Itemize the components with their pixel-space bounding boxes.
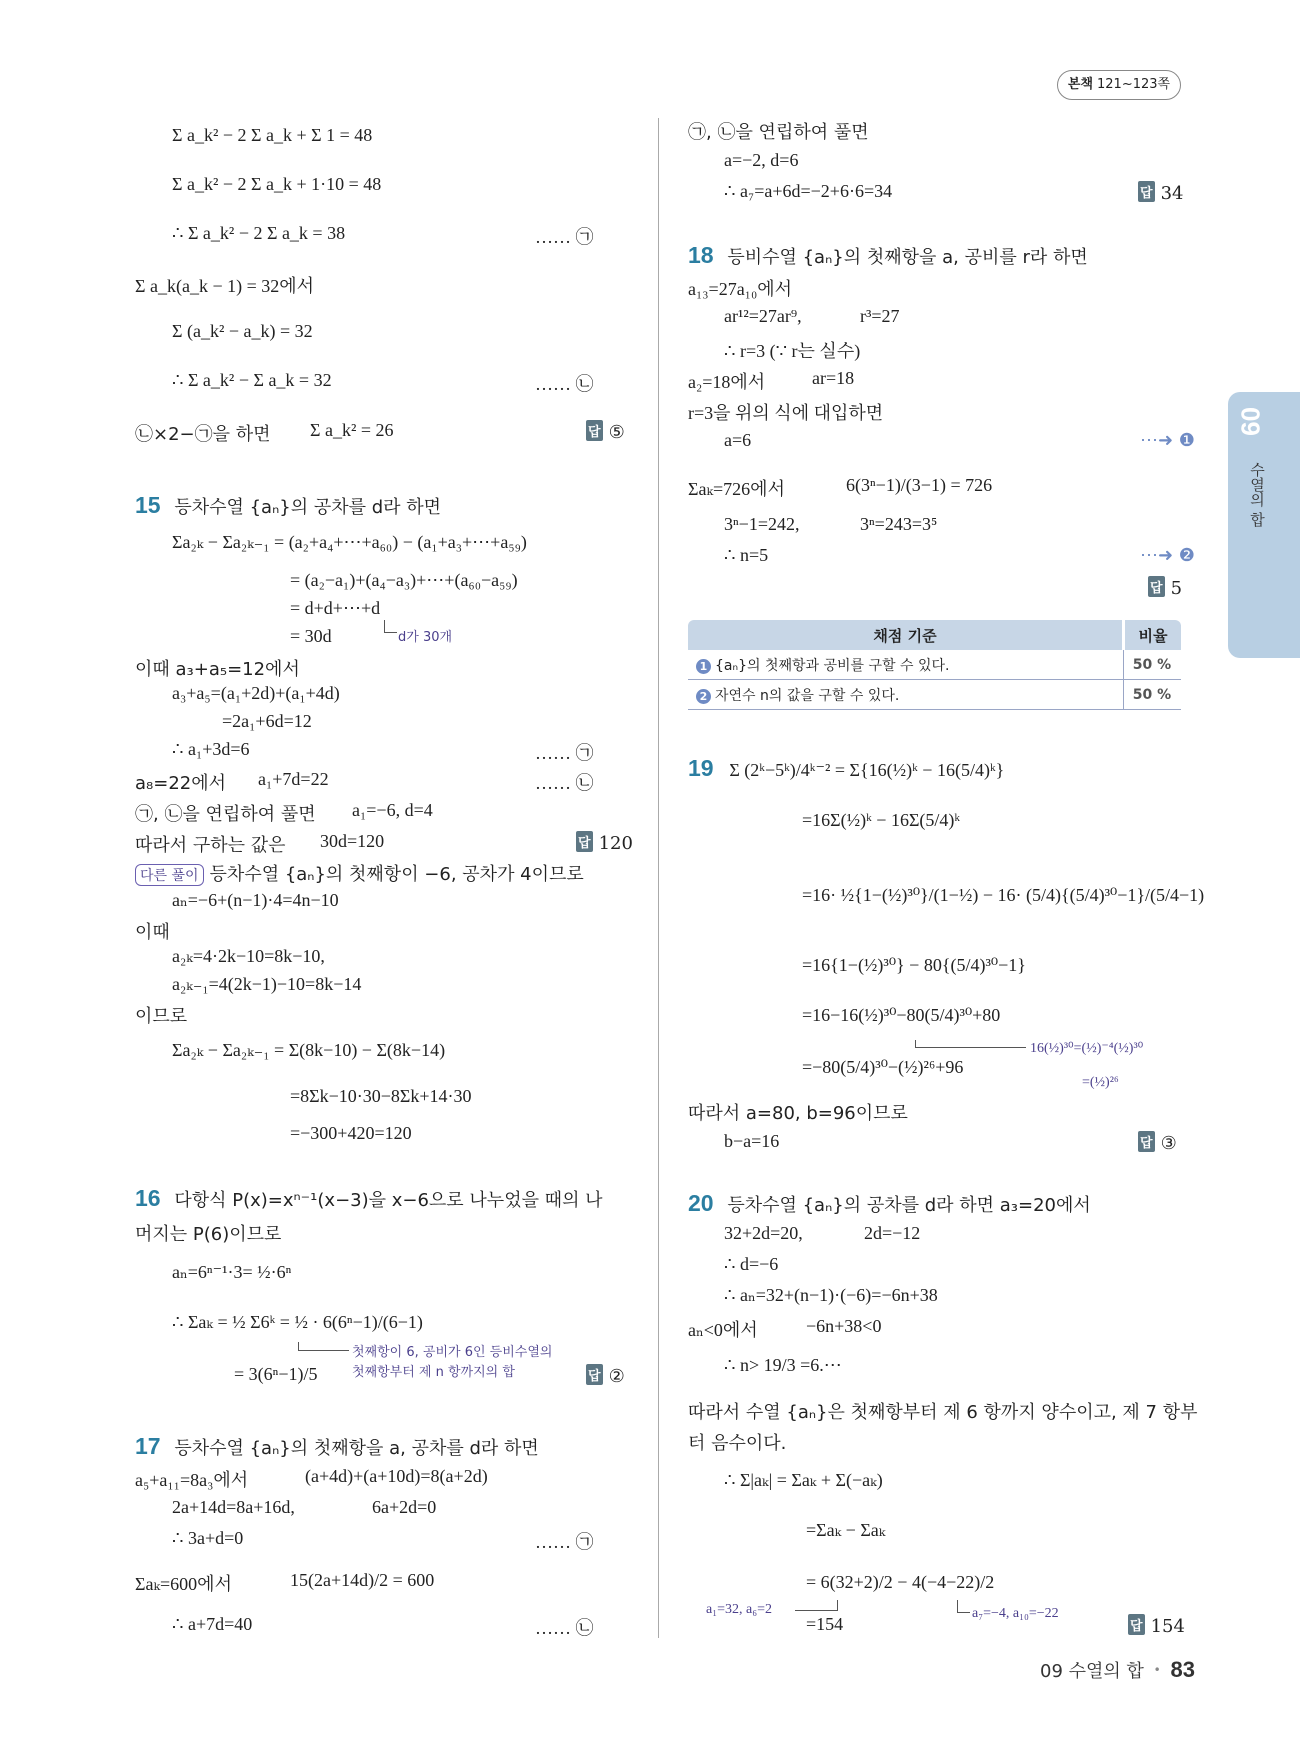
problem-title: 등비수열 {aₙ}의 첫째항을 a, 공비를 r라 하면 (727, 247, 1088, 268)
eq-line: 따라서 a=80, b=96이므로 (688, 1103, 908, 1124)
problem-18-heading (688, 242, 1088, 269)
answer (1148, 576, 1182, 599)
ratio-cell: 50 % (1124, 650, 1182, 680)
answer-value: 120 (598, 833, 633, 854)
eq-line: (a+4d)+(a+10d)=8(a+2d) (305, 1466, 488, 1486)
eq-line: 이므로 (135, 1006, 188, 1027)
eq-line: a₂ₖ₋₁=4(2k−1)−10=8k−14 (172, 974, 362, 994)
problem-16-heading (135, 1185, 603, 1212)
pill-book-label: 본책 (1067, 77, 1094, 92)
eq-line: 6(3ⁿ−1)/(3−1) = 726 (846, 475, 993, 495)
problem-number: 20 (688, 1190, 714, 1216)
problem-number: 19 (688, 755, 714, 781)
eq-line: b−a=16 (724, 1131, 780, 1151)
eq-mark: …… ㉡ (535, 1618, 594, 1638)
eq-line: ㉠, ㉡을 연립하여 풀면 (135, 804, 316, 825)
eq-line: ∴ aₙ=32+(n−1)·(−6)=−6n+38 (724, 1285, 938, 1305)
column-divider (658, 118, 659, 1638)
eq-line: 2a+14d=8a+16d, (172, 1497, 295, 1517)
annotation: =(½)²⁶ (1082, 1075, 1119, 1090)
criteria-text: {aₙ}의 첫째항과 공비를 구할 수 있다. (715, 657, 950, 674)
eq-line: Σ a_k² = 26 (310, 420, 394, 440)
eq-line: 3ⁿ=243=3⁵ (860, 514, 938, 534)
eq-line: 6a+2d=0 (372, 1497, 437, 1517)
table-row (688, 650, 1181, 680)
answer-badge: 답 (1148, 576, 1165, 597)
page-number: 83 (1170, 1657, 1195, 1682)
annotation: 첫째항부터 제 n 항까지의 합 (352, 1365, 515, 1380)
answer-value: 154 (1150, 1616, 1185, 1637)
note-connector (298, 1342, 349, 1351)
answer-value: ③ (1160, 1133, 1177, 1154)
note-connector (795, 1600, 838, 1611)
eq-mark: …… ㉡ (535, 374, 594, 394)
answer-value: ② (608, 1366, 625, 1387)
eq-line: 30d=120 (320, 831, 385, 851)
eq-line: = d+d+⋯+d (290, 598, 381, 618)
eq-line: =16−16(½)³⁰−80(5/4)³⁰+80 (802, 1005, 1001, 1025)
problem-number: 18 (688, 242, 714, 268)
note-connector (915, 1040, 1026, 1048)
chapter-title: 수열의 합 (1248, 462, 1266, 527)
eq-line: =−300+420=120 (290, 1123, 412, 1143)
eq-line: ∴ a₇=a+6d=−2+6·6=34 (724, 181, 893, 201)
answer (576, 831, 633, 854)
eq-line: =−80(5/4)³⁰−(½)²⁶+96 (802, 1057, 964, 1077)
eq-line: 2d=−12 (864, 1223, 921, 1243)
eq-line: 이때 (135, 922, 170, 943)
answer (1128, 1614, 1185, 1637)
note-connector (957, 1600, 970, 1613)
page-range-pill (1057, 70, 1181, 100)
eq-line: a₂ₖ=4·2k−10=8k−10, (172, 946, 325, 966)
eq-mark: …… ㉡ (535, 773, 594, 793)
eq-line: 32+2d=20, (724, 1223, 803, 1243)
eq-line: a₁+7d=22 (258, 769, 329, 789)
eq-line: ㉡×2−㉠을 하면 (135, 424, 271, 445)
problem-17-heading (135, 1433, 539, 1460)
eq-line: Σ a_k² − 2 Σ a_k + Σ 1 = 48 (172, 125, 373, 145)
eq-line: r³=27 (860, 306, 900, 326)
problem-15-heading (135, 492, 441, 519)
problem-title: 등차수열 {aₙ}의 공차를 d라 하면 a₃=20에서 (727, 1195, 1091, 1216)
problem-number: 16 (135, 1185, 161, 1211)
answer-badge: 답 (1128, 1614, 1145, 1635)
step-marker-2: ⋯➜ ❷ (1140, 545, 1195, 566)
step-marker-1: ⋯➜ ❶ (1140, 430, 1195, 451)
step-1-icon: 1 (696, 659, 711, 674)
eq-line: ar=18 (812, 368, 855, 388)
eq-line: 등차수열 {aₙ}의 첫째항이 −6, 공차가 4이므로 (209, 864, 584, 885)
answer-badge: 답 (576, 831, 593, 852)
problem-number: 17 (135, 1433, 161, 1459)
answer-badge: 답 (586, 1364, 603, 1385)
eq-line: 따라서 구하는 값은 (135, 835, 286, 856)
chapter-side-tab[interactable] (1228, 392, 1300, 658)
eq-line: 따라서 수열 {aₙ}은 첫째항부터 제 6 항까지 양수이고, 제 7 항부 (688, 1402, 1198, 1423)
eq-line: a₂=18에서 (688, 372, 766, 392)
eq-line: a₅+a₁₁=8a₃에서 (135, 1470, 249, 1490)
problem-title-cont: 머지는 P(6)이므로 (135, 1224, 282, 1245)
eq-mark: …… ㉠ (535, 227, 594, 247)
answer (1138, 1131, 1177, 1154)
eq-line: aₙ=6ⁿ⁻¹·3= ½·6ⁿ (172, 1262, 292, 1282)
table-header-ratio: 비율 (1124, 620, 1182, 650)
table-header-criteria: 채점 기준 (688, 620, 1124, 650)
annotation: 16(½)³⁰=(½)⁻⁴(½)³⁰ (1030, 1041, 1144, 1056)
note-connector (384, 620, 397, 633)
answer-value: 5 (1170, 578, 1183, 599)
eq-line: =2a₁+6d=12 (222, 711, 312, 731)
step-2-icon: 2 (696, 689, 711, 704)
eq-line: ∴ d=−6 (724, 1254, 779, 1274)
alt-solution-badge: 다른 풀이 (135, 864, 204, 886)
eq-line: = 30d (290, 626, 332, 646)
footer-chapter: 09 수열의 합 (1040, 1661, 1144, 1682)
eq-line: ∴ 3a+d=0 (172, 1528, 244, 1548)
eq-line: aₙ=−6+(n−1)·4=4n−10 (172, 890, 339, 910)
answer-badge: 답 (586, 420, 603, 441)
eq-line: Σaₖ=726에서 (688, 479, 785, 499)
eq-line: =154 (806, 1614, 844, 1634)
eq-line: =16· ½{1−(½)³⁰}/(1−½) − 16· (5/4){(5/4)³⁰−1}/(5/4−1) (802, 885, 1205, 905)
eq-line: 15(2a+14d)/2 = 600 (290, 1570, 435, 1590)
eq-line: = 3(6ⁿ−1)/5 (234, 1364, 318, 1384)
eq-line: aₙ<0에서 (688, 1320, 758, 1340)
eq-line: Σa₂ₖ − Σa₂ₖ₋₁ = (a₂+a₄+⋯+a₆₀) − (a₁+a₃+⋯+a₅₉) (172, 532, 527, 552)
answer (586, 420, 625, 443)
ratio-cell: 50 % (1124, 680, 1182, 710)
answer-value: ⑤ (608, 422, 625, 443)
eq-line: a₈=22에서 (135, 773, 227, 794)
eq-line: ∴ Σaₖ = ½ Σ6ᵏ = ½ · 6(6ⁿ−1)/(6−1) (172, 1312, 423, 1332)
answer (1138, 181, 1183, 204)
eq-line: ∴ r=3 (∵ r는 실수) (724, 341, 861, 361)
eq-mark: …… ㉠ (535, 1532, 594, 1552)
eq-line: =16{1−(½)³⁰} − 80{(5/4)³⁰−1} (802, 955, 1026, 975)
eq-line: a₁₃=27a₁₀에서 (688, 279, 793, 299)
alt-solution (135, 860, 584, 886)
problem-19-heading (688, 755, 1004, 782)
eq-line: a₁=−6, d=4 (352, 800, 433, 820)
answer-value: 34 (1160, 183, 1184, 204)
eq-line: = (a₂−a₁)+(a₄−a₃)+⋯+(a₆₀−a₅₉) (290, 570, 518, 590)
eq-line: =16Σ(½)ᵏ − 16Σ(5/4)ᵏ (802, 810, 961, 830)
criteria-text: 자연수 n의 값을 구할 수 있다. (715, 687, 900, 704)
eq-line: ∴ Σ a_k² − 2 Σ a_k = 38 (172, 223, 346, 243)
chapter-number: 09 (1235, 407, 1266, 436)
eq-line: ∴ n=5 (724, 545, 769, 565)
problem-title: 등차수열 {aₙ}의 공차를 d라 하면 (174, 497, 442, 518)
eq-line: = 6(32+2)/2 − 4(−4−22)/2 (806, 1572, 995, 1592)
table-row (688, 680, 1181, 710)
eq-line: 3ⁿ−1=242, (724, 514, 800, 534)
eq-line: ∴ a₁+3d=6 (172, 739, 250, 759)
eq-line: ∴ Σ a_k² − Σ a_k = 32 (172, 370, 332, 390)
footer-bullet: • (1153, 1663, 1161, 1677)
annotation: a₇=−4, a₁₀=−22 (972, 1606, 1059, 1621)
eq-line: ∴ n> 19/3 =6.⋯ (724, 1355, 842, 1375)
eq-line: ∴ a+7d=40 (172, 1614, 253, 1634)
eq-line: ar¹²=27ar⁹, (724, 306, 802, 326)
eq-line: Σa₂ₖ − Σa₂ₖ₋₁ = Σ(8k−10) − Σ(8k−14) (172, 1040, 446, 1060)
eq-line: 터 음수이다. (688, 1433, 787, 1454)
eq-mark: …… ㉠ (535, 743, 594, 763)
eq-line: −6n+38<0 (806, 1316, 882, 1336)
eq-line: Σaₖ=600에서 (135, 1574, 232, 1594)
page-footer (1040, 1657, 1195, 1683)
scoring-criteria-table (688, 620, 1181, 710)
eq-line: Σ a_k² − 2 Σ a_k + 1·10 = 48 (172, 174, 382, 194)
annotation: d가 30개 (398, 630, 453, 645)
annotation: a₁=32, a₆=2 (706, 1602, 772, 1617)
eq-line: ㉠, ㉡을 연립하여 풀면 (688, 122, 869, 143)
eq-line: a=−2, d=6 (724, 150, 799, 170)
eq-line: r=3을 위의 식에 대입하면 (688, 403, 884, 423)
eq-line: 이때 a₃+a₅=12에서 (135, 659, 300, 680)
eq-line: =8Σk−10·30−8Σk+14·30 (290, 1086, 472, 1106)
problem-title: 다항식 P(x)=xⁿ⁻¹(x−3)을 x−6으로 나누었을 때의 나 (174, 1190, 603, 1211)
annotation: 첫째항이 6, 공비가 6인 등비수열의 (352, 1345, 553, 1360)
eq-line: Σ (a_k² − a_k) = 32 (172, 321, 313, 341)
eq-line: Σ a_k(a_k − 1) = 32에서 (135, 276, 315, 296)
answer-badge: 답 (1138, 181, 1155, 202)
problem-20-heading (688, 1190, 1091, 1217)
eq-line: a₃+a₅=(a₁+2d)+(a₁+4d) (172, 683, 340, 703)
problem-number: 15 (135, 492, 161, 518)
answer (586, 1364, 625, 1387)
problem-title: 등차수열 {aₙ}의 첫째항을 a, 공차를 d라 하면 (174, 1438, 539, 1459)
eq-line: ∴ Σ|aₖ| = Σaₖ + Σ(−aₖ) (724, 1470, 883, 1490)
eq-line: Σ (2ᵏ−5ᵏ)/4ᵏ⁻² = Σ{16(½)ᵏ − 16(5/4)ᵏ} (729, 760, 1005, 780)
pill-pages: 121~123쪽 (1097, 77, 1171, 92)
eq-line: a=6 (724, 430, 752, 450)
eq-line: =Σaₖ − Σaₖ (806, 1520, 886, 1540)
answer-badge: 답 (1138, 1131, 1155, 1152)
